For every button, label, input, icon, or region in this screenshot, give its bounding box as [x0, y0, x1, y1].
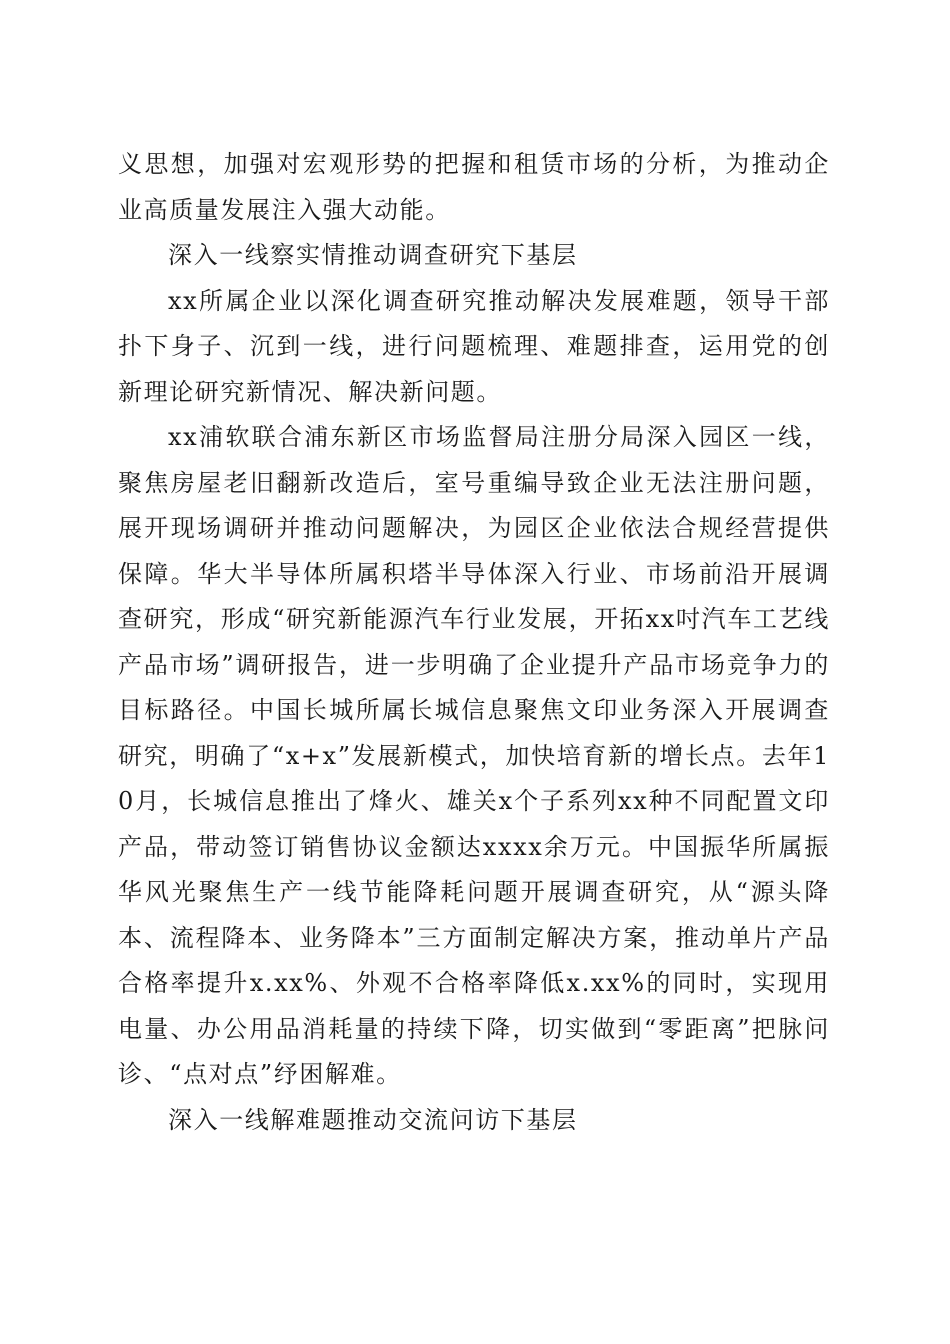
section-heading-investigation: 深入一线察实情推动调查研究下基层 — [168, 241, 578, 269]
paragraph-cases: xx浦软联合浦东新区市场监督局注册分局深入园区一线，聚焦房屋老旧翻新改造后，室号重编导致企业无法注册问题，展开现场调研并推动问题解决，为园区企业依法合规经营提供保障。华大半导体所属积塔半导体深入行业、市场前沿开展调查研究，形成“研究新能源汽车行业发展，开拓xx吋汽车工艺线产品市场”调研报告，进一步明确了企业提升产品市场竞争力的目标路径。中国长城所属长城信息聚焦文印业务深入开展调查研究，明确了“x+x”发展新模式，加快培育新的增长点。去年10月，长城信息推出了烽火、雄关x个子系列xx种不同配置文印产品，带动签订销售协议金额达xxxx余万元。中国振华所属振华风光聚焦生产一线节能降耗问题开展调查研究，从“源头降本、流程降本、业务降本”三方面制定解决方案，推动单片产品合格率提升x.xx%、外观不合格率降低x.xx%的同时，实现用电量、办公用品消耗量的持续下降，切实做到“零距离”把脉问诊、“点对点”纾困解难。 — [118, 423, 830, 1088]
section-heading-exchange: 深入一线解难题推动交流问访下基层 — [168, 1105, 578, 1134]
paragraph-intro: xx所属企业以深化调查研究推动解决发展难题，领导干部扑下身子、沉到一线，进行问题梳理、难题排查，运用党的创新理论研究新情况、解决新问题。 — [118, 286, 830, 406]
document-body — [118, 142, 830, 1143]
paragraph-continued: 义思想，加强对宏观形势的把握和租赁市场的分析，为推动企业高质量发展注入强大动能。 — [118, 150, 830, 224]
